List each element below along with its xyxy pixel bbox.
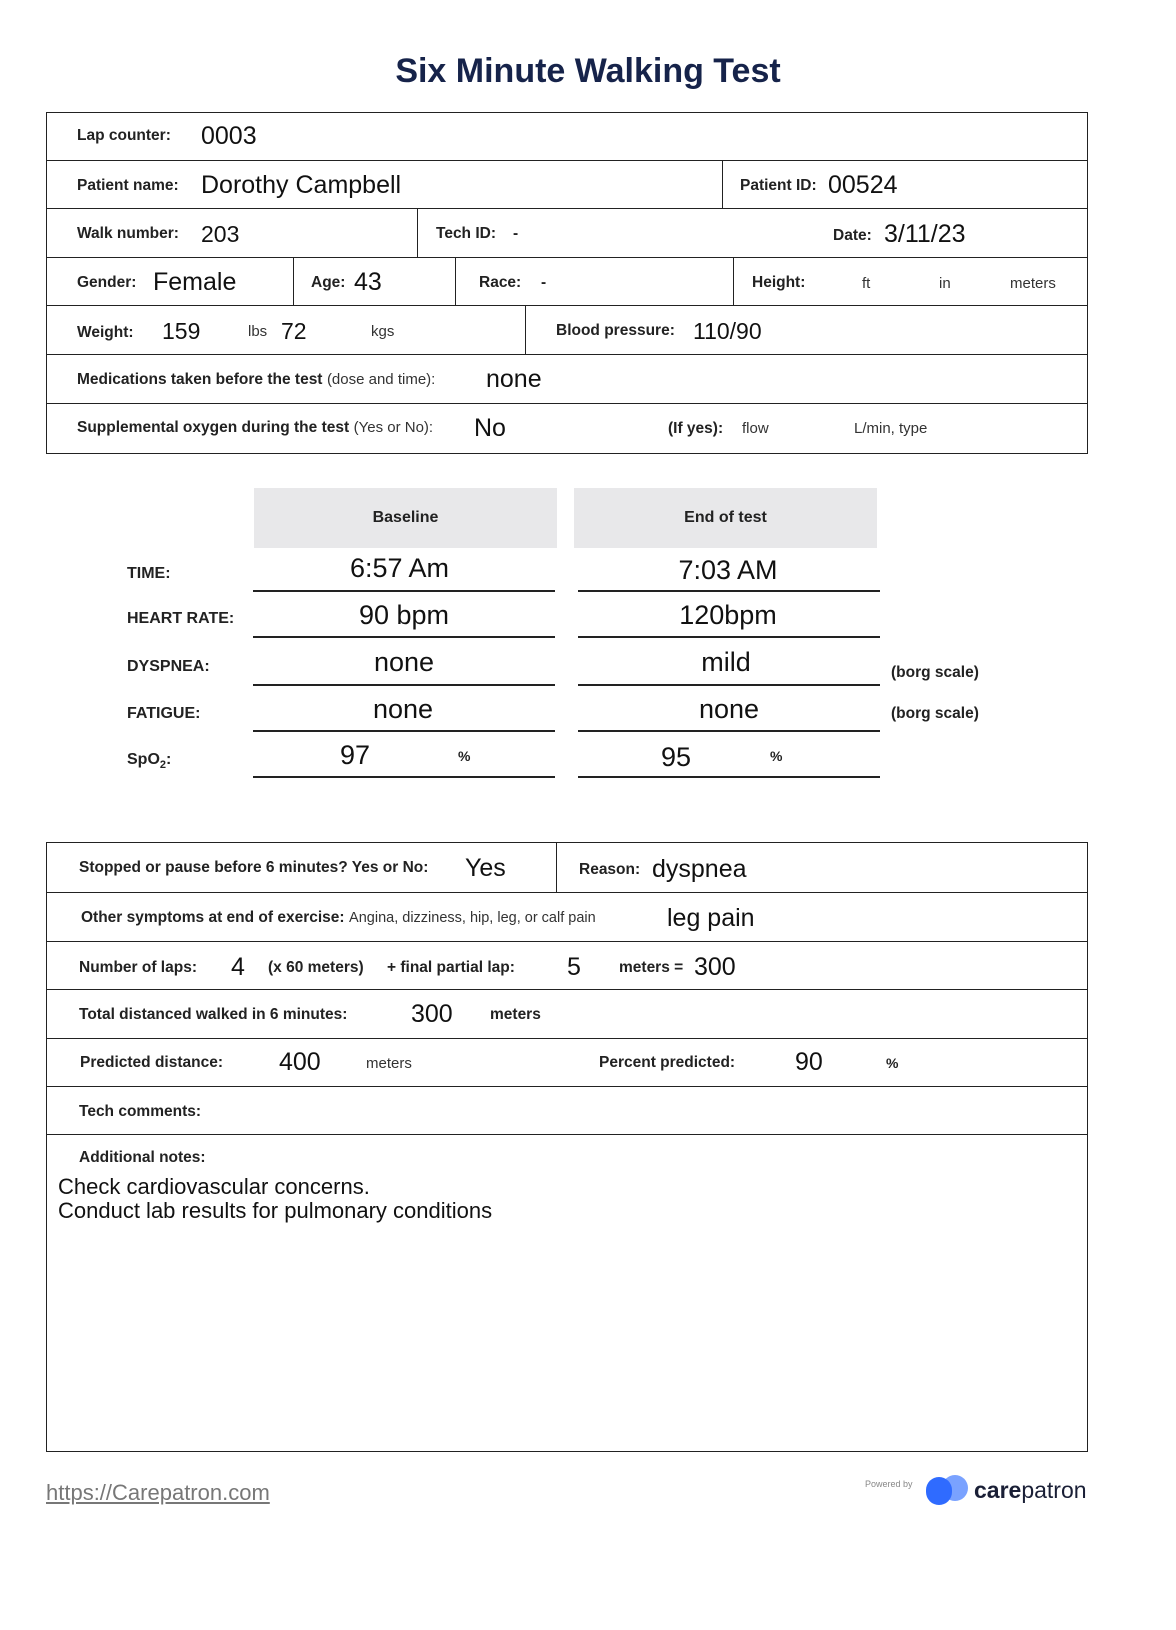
walk-number-label: Walk number:: [77, 225, 179, 242]
tech-id-label: Tech ID:: [436, 225, 496, 242]
end-of-test-header: End of test: [574, 488, 877, 548]
gender-field[interactable]: Female: [153, 268, 237, 296]
stopped-label: Stopped or pause before 6 minutes? Yes or No:: [79, 859, 429, 876]
heart-rate-baseline-underline: [253, 636, 555, 638]
laps-label: Number of laps:: [79, 959, 197, 976]
heart-rate-baseline-field[interactable]: 90 bpm: [358, 600, 450, 630]
spo2-label-text: SpO: [127, 751, 160, 768]
total-distance-field[interactable]: 300: [411, 1000, 453, 1028]
fatigue-baseline-underline: [253, 730, 555, 732]
divider: [46, 354, 1088, 355]
divider: [525, 305, 526, 354]
heart-rate-row-label: HEART RATE:: [127, 610, 235, 627]
dyspnea-borg-scale-label: (borg scale): [891, 664, 979, 681]
logo-shape-front: [926, 1477, 952, 1505]
time-baseline-underline: [253, 590, 555, 592]
medications-label-text: Medications taken before the test: [77, 371, 323, 388]
additional-notes-line-2[interactable]: Conduct lab results for pulmonary conditions: [58, 1198, 493, 1223]
dyspnea-end-field[interactable]: mild: [701, 647, 751, 677]
medications-label: [77, 371, 435, 389]
spo2-label-suffix: :: [166, 751, 172, 768]
total-distance-label: Total distanced walked in 6 minutes:: [79, 1006, 348, 1023]
blood-pressure-field[interactable]: 110/90: [693, 318, 762, 344]
divider: [46, 403, 1088, 404]
divider: [46, 208, 1088, 209]
divider: [46, 892, 1088, 893]
divider: [46, 1134, 1088, 1135]
height-ft-unit: ft: [862, 275, 871, 292]
oxygen-label: [77, 419, 433, 437]
fatigue-end-underline: [578, 730, 880, 732]
height-label: Height:: [752, 274, 806, 291]
reason-field[interactable]: dyspnea: [652, 855, 747, 883]
medications-hint: (dose and time):: [326, 371, 436, 388]
spo2-row-label: [127, 751, 171, 771]
spo2-end-underline: [578, 776, 880, 778]
laps-field[interactable]: 4: [231, 953, 245, 981]
fatigue-baseline-field[interactable]: none: [372, 694, 434, 724]
spo2-baseline-field[interactable]: 97: [340, 740, 371, 770]
time-row-label: TIME:: [127, 565, 171, 582]
lap-counter-field[interactable]: 0003: [201, 122, 257, 150]
tech-id-field[interactable]: -: [513, 225, 519, 242]
divider: [46, 941, 1088, 942]
divider: [46, 1086, 1088, 1087]
date-field[interactable]: 3/11/23: [884, 220, 966, 248]
medications-field[interactable]: none: [486, 365, 542, 393]
divider: [46, 305, 1088, 306]
partial-lap-field[interactable]: 5: [567, 953, 581, 981]
spo2-label-subscript: 2: [159, 759, 167, 772]
patient-id-field[interactable]: 00524: [828, 171, 898, 199]
heart-rate-end-underline: [578, 636, 880, 638]
divider: [417, 208, 418, 257]
lmin-type-label: L/min, type: [854, 420, 928, 437]
divider: [46, 257, 1088, 258]
brand-wordmark: [974, 1477, 1087, 1504]
time-baseline-field[interactable]: 6:57 Am: [349, 553, 450, 583]
page-title: Six Minute Walking Test: [395, 52, 781, 90]
percent-predicted-field[interactable]: 90: [795, 1048, 823, 1076]
percent-predicted-label: Percent predicted:: [599, 1054, 736, 1071]
weight-label: Weight:: [77, 324, 134, 341]
dyspnea-baseline-underline: [253, 684, 555, 686]
partial-lap-label: + final partial lap:: [387, 959, 515, 976]
dyspnea-row-label: DYSPNEA:: [127, 658, 210, 675]
results-box: [46, 842, 1088, 1452]
symptoms-field[interactable]: leg pain: [667, 904, 755, 932]
gender-label: Gender:: [77, 274, 137, 291]
blood-pressure-label: Blood pressure:: [556, 322, 675, 339]
divider: [46, 989, 1088, 990]
symptoms-label: [81, 909, 596, 927]
divider: [455, 257, 456, 305]
age-label: Age:: [311, 274, 346, 291]
walk-number-field[interactable]: 203: [201, 221, 240, 247]
predicted-distance-field[interactable]: 400: [279, 1048, 321, 1076]
kgs-unit: kgs: [371, 323, 395, 340]
predicted-distance-unit: meters: [366, 1055, 412, 1072]
if-yes-label: (If yes):: [668, 420, 724, 437]
tech-comments-label: Tech comments:: [79, 1103, 202, 1120]
patient-id-label: Patient ID:: [740, 177, 817, 194]
symptoms-label-text: Other symptoms at end of exercise:: [81, 909, 345, 926]
height-meters-unit: meters: [1010, 275, 1056, 292]
time-end-field[interactable]: 7:03 AM: [678, 555, 778, 585]
spo2-end-percent: %: [770, 748, 783, 764]
total-distance-unit: meters: [490, 1006, 541, 1023]
brand-light: patron: [1021, 1477, 1087, 1503]
percent-predicted-unit: %: [886, 1055, 899, 1071]
baseline-header: Baseline: [254, 488, 557, 548]
brand-bold: care: [974, 1477, 1022, 1503]
oxygen-hint: (Yes or No):: [353, 419, 434, 436]
additional-notes-label: Additional notes:: [79, 1149, 206, 1166]
divider: [556, 842, 557, 892]
carepatron-logo-icon: [925, 1474, 971, 1506]
fatigue-row-label: FATIGUE:: [127, 705, 201, 722]
divider: [46, 1038, 1088, 1039]
patient-name-label: Patient name:: [77, 177, 179, 194]
reason-label: Reason:: [579, 861, 641, 878]
carepatron-link[interactable]: https://Carepatron.com: [46, 1480, 270, 1505]
heart-rate-end-field[interactable]: 120bpm: [679, 600, 777, 630]
fatigue-borg-scale-label: (borg scale): [891, 705, 979, 722]
race-field[interactable]: -: [541, 274, 547, 291]
lbs-unit: lbs: [248, 323, 268, 340]
dyspnea-baseline-field[interactable]: none: [373, 647, 435, 677]
spo2-baseline-percent: %: [458, 748, 471, 764]
divider: [722, 160, 723, 208]
divider: [733, 257, 734, 305]
stopped-field[interactable]: Yes: [465, 854, 506, 882]
height-in-unit: in: [939, 275, 951, 292]
powered-by-label: Powered by: [865, 1479, 913, 1489]
spo2-baseline-underline: [253, 776, 555, 778]
spo2-end-field[interactable]: 95: [661, 742, 692, 772]
dyspnea-end-underline: [578, 684, 880, 686]
weight-lbs-field[interactable]: 159: [162, 318, 201, 344]
lap-counter-label: Lap counter:: [77, 127, 171, 144]
oxygen-label-text: Supplemental oxygen during the test: [77, 419, 350, 436]
flow-label: flow: [742, 420, 769, 437]
patient-name-field[interactable]: Dorothy Campbell: [201, 171, 402, 199]
oxygen-field[interactable]: No: [474, 414, 506, 442]
additional-notes-line-1[interactable]: Check cardiovascular concerns.: [58, 1174, 370, 1199]
meters-equals-label: meters =: [619, 959, 684, 976]
divider: [46, 160, 1088, 161]
time-end-underline: [578, 590, 880, 592]
divider: [293, 257, 294, 305]
laps-unit: (x 60 meters): [268, 959, 364, 976]
age-field[interactable]: 43: [354, 268, 382, 296]
predicted-distance-label: Predicted distance:: [80, 1054, 223, 1071]
race-label: Race:: [479, 274, 522, 291]
date-label: Date:: [833, 227, 872, 244]
fatigue-end-field[interactable]: none: [698, 694, 760, 724]
weight-kgs-field[interactable]: 72: [281, 318, 307, 344]
symptoms-hint: Angina, dizziness, hip, leg, or calf pain: [349, 910, 596, 926]
meters-total-field[interactable]: 300: [694, 953, 736, 981]
